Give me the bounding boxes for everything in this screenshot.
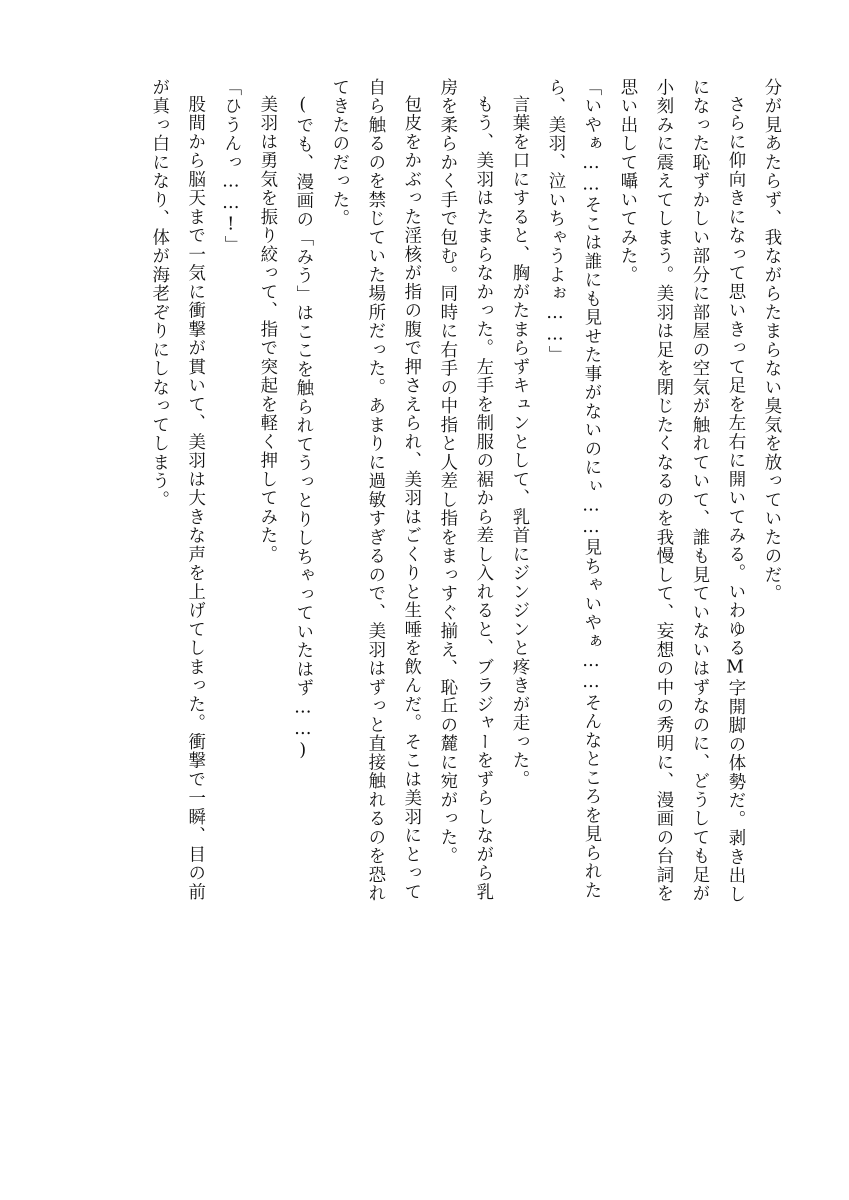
body-paragraph: 股間から脳天まで一気に衝撃が貫いて、美羽は大きな声を上げてしまった。衝撃で一瞬、目の前 [184,95,205,902]
body-paragraph: 「ひうんっ……!」 [220,78,241,255]
body-paragraph: 美羽は勇気を振り絞って、指で突起を軽く押してみた。 [256,95,277,565]
body-paragraph: ら、美羽、泣いちゃうよぉ……」 [544,78,565,365]
body-paragraph: もう、美羽はたまらなかった。左手を制服の裾から差し入れると、ブラジャーをずらしながら乳 [472,95,493,902]
body-paragraph: 包皮をかぶった淫核が指の腹で押さえられ、美羽はごくりと生唾を飲んだ。そこは美羽にとって [400,95,421,902]
body-paragraph: 言葉を口にすると、胸がたまらずキュンとして、乳首にジンジンと疼きが走った。 [508,95,529,790]
body-paragraph: 自ら触るのを禁じていた場所だった。あまりに過敏すぎるので、美羽はずっと直接触れるのを恐れ [364,78,385,903]
body-paragraph: てきたのだった。 [328,78,349,228]
body-paragraph: になった恥ずかしい部分に部屋の空気が触れていて、誰も見ていないはずなのに、どうしても足が [688,78,709,903]
body-paragraph: 思い出して囁いてみた。 [616,78,637,285]
body-paragraph: 小刻みに震えてしまう。美羽は足を閉じたくなるのを我慢して、妄想の中の秀明に、漫画の台詞を [652,78,673,903]
body-paragraph: 分が見あたらず、我ながらたまらない臭気を放っていたのだ。 [761,78,781,603]
body-paragraph: 房を柔らかく手で包む。同時に右手の中指と人差し指をまっすぐ揃え、恥丘の麓に宛がった。 [436,78,457,866]
body-paragraph: (でも、漫画の「みう」はここを触られてうっとりしちゃっていたはず……) [292,95,313,763]
body-paragraph: さらに仰向きになって思いきって足を左右に開いてみる。いわゆるM字開脚の体勢だ。剥き出し [724,95,745,905]
body-paragraph: が真っ白になり、体が海老ぞりにしなってしまう。 [148,78,169,510]
novel-body-text [60,78,789,1105]
body-paragraph: 「いやぁ……そこは誰にも見せた事がないのにぃ……見ちゃいやぁ……そんなところを見られた [580,78,601,900]
